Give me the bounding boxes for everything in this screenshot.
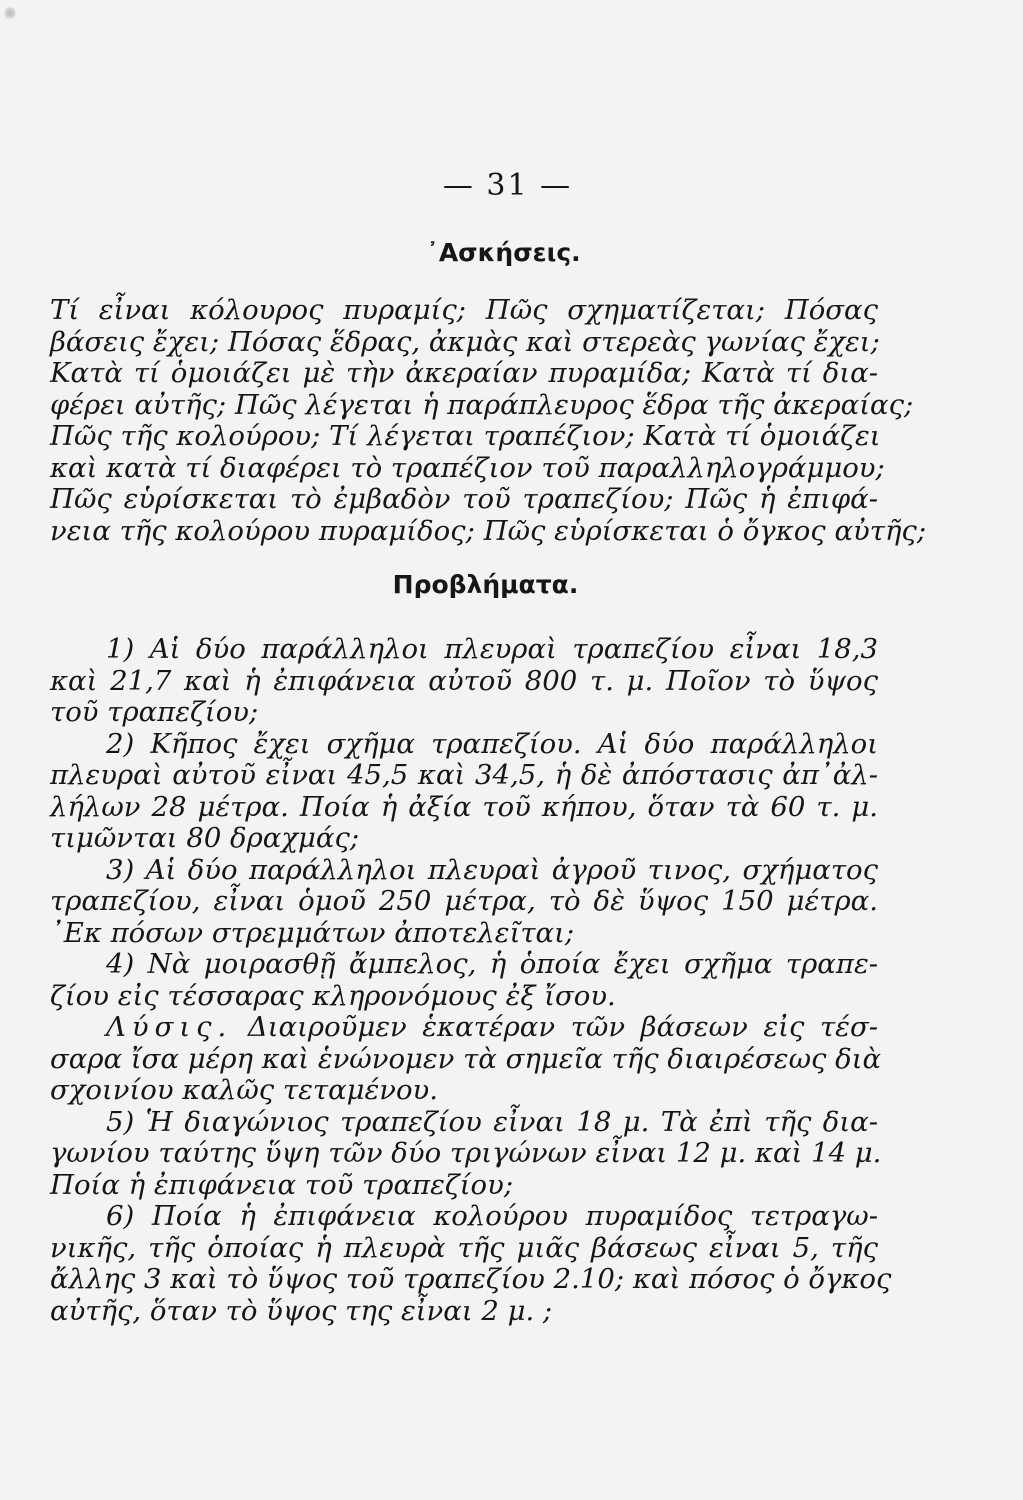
problem-5-line: 5) Ἡ διαγώνιος τραπεζίου εἶναι 18 μ. Τὰ ἐπὶ τῆς δια- (106, 1105, 878, 1138)
problem-3-line: 3) Αἱ δύο παράλληλοι πλευραὶ ἀγροῦ τινος, σχήματος (106, 853, 878, 886)
solution-line (50, 1012, 878, 1044)
text-line: νικῆς, τῆς ὁποίας ἡ πλευρὰ τῆς μιᾶς βάσεως εἶναι 5, τῆς (50, 1231, 878, 1264)
problem-4-line: 4) Νὰ μοιρασθῇ ἄμπελος, ἡ ὁποία ἔχει σχῆμα τραπε- (106, 948, 878, 980)
text-line: Ποία ἡ ἐπιφάνεια τοῦ τραπεζίου; (50, 1168, 514, 1201)
text-line: νεια τῆς κολούρου πυραμίδος; Πῶς εὑρίσκεται ὁ ὄγκος αὐτῆς; (50, 514, 927, 547)
text-line: πλευραὶ αὐτοῦ εἶναι 45,5 καὶ 34,5, ἡ δὲ ἀπόστασις ἀπ᾿ἀλ- (50, 759, 878, 791)
text-line: καὶ 21,7 καὶ ἡ ἐπιφάνεια αὐτοῦ 800 τ. μ. Ποῖον τὸ ὕψος (50, 664, 878, 697)
text-line: ᾿Εκ πόσων στρεμμάτων ἀποτελεῖται; (50, 916, 575, 949)
text-line: βάσεις ἔχει; Πόσας ἕδρας, ἀκμὰς καὶ στερεὰς γωνίας ἔχει; (50, 325, 880, 358)
text-line: Πῶς εὑρίσκεται τὸ ἐμβαδὸν τοῦ τραπεζίου; Πῶς ἡ ἐπιφά- (50, 483, 878, 515)
text-line: αὐτῆς, ὅταν τὸ ὕψος της εἶναι 2 μ. ; (50, 1294, 553, 1327)
text-line: φέρει αὐτῆς; Πῶς λέγεται ἡ παράπλευρος ἕδρα τῆς ἀκεραίας; (50, 388, 914, 421)
text-line: λήλων 28 μέτρα. Ποία ἡ ἀξία τοῦ κήπου, ὅταν τὰ 60 τ. μ. (50, 790, 878, 823)
problems-heading: Προβλήματα. (392, 570, 579, 599)
text-line: ζίου εἰς τέσσαρας κληρονόμους ἐξ ἴσου. (50, 979, 616, 1012)
problem-1-line: 1) Αἱ δύο παράλληλοι πλευραὶ τραπεζίου εἶναι 18,3 (106, 633, 878, 665)
text-line: ἄλλης 3 καὶ τὸ ὕψος τοῦ τραπεζίου 2.10; καὶ πόσος ὁ ὄγκος (50, 1263, 892, 1295)
solution-label: Λύσις. (106, 1011, 233, 1043)
exercises-heading: ᾿Ασκήσεις. (426, 238, 581, 267)
text-line: καὶ κατὰ τί διαφέρει τὸ τραπέζιον τοῦ παραλληλογράμμου; (50, 451, 885, 484)
problem-2-line: 2) Κῆπος ἔχει σχῆμα τραπεζίου. Αἱ δύο παράλληλοι (106, 727, 878, 760)
text-line: τοῦ τραπεζίου; (50, 696, 259, 728)
exercises-paragraph (50, 294, 927, 547)
text-line: Κατὰ τί ὁμοιάζει μὲ τὴν ἀκεραίαν πυραμίδα; Κατὰ τί δια- (50, 357, 878, 389)
text-line: τιμῶνται 80 δραχμάς; (50, 822, 360, 854)
solution-text: Διαιροῦμεν ἑκατέραν τῶν βάσεων εἰς τέσ- (247, 1011, 879, 1043)
problems-list (50, 633, 892, 1327)
text-line: Πῶς τῆς κολούρου; Τί λέγεται τραπέζιον; Κατὰ τί ὁμοιάζει (50, 420, 881, 452)
page-number: — 31 — (442, 168, 573, 203)
text-line: γωνίου ταύτης ὕψη τῶν δύο τριγώνων εἶναι 12 μ. καὶ 14 μ. (50, 1137, 882, 1169)
problem-6-line: 6) Ποία ἡ ἐπιφάνεια κολούρου πυραμίδος τετραγω- (106, 1200, 878, 1232)
text-line: σχοινίου καλῶς τεταμένου. (50, 1074, 439, 1106)
text-line: σαρα ἴσα μέρη καὶ ἑνώνομεν τὰ σημεῖα τῆς διαιρέσεως διὰ (50, 1042, 882, 1075)
page-speck (4, 6, 16, 20)
text-line: Τί εἶναι κόλουρος πυραμίς; Πῶς σχηματίζεται; Πόσας (50, 294, 878, 326)
text-line: τραπεζίου, εἶναι ὁμοῦ 250 μέτρα, τὸ δὲ ὕψος 150 μέτρα. (50, 885, 878, 917)
